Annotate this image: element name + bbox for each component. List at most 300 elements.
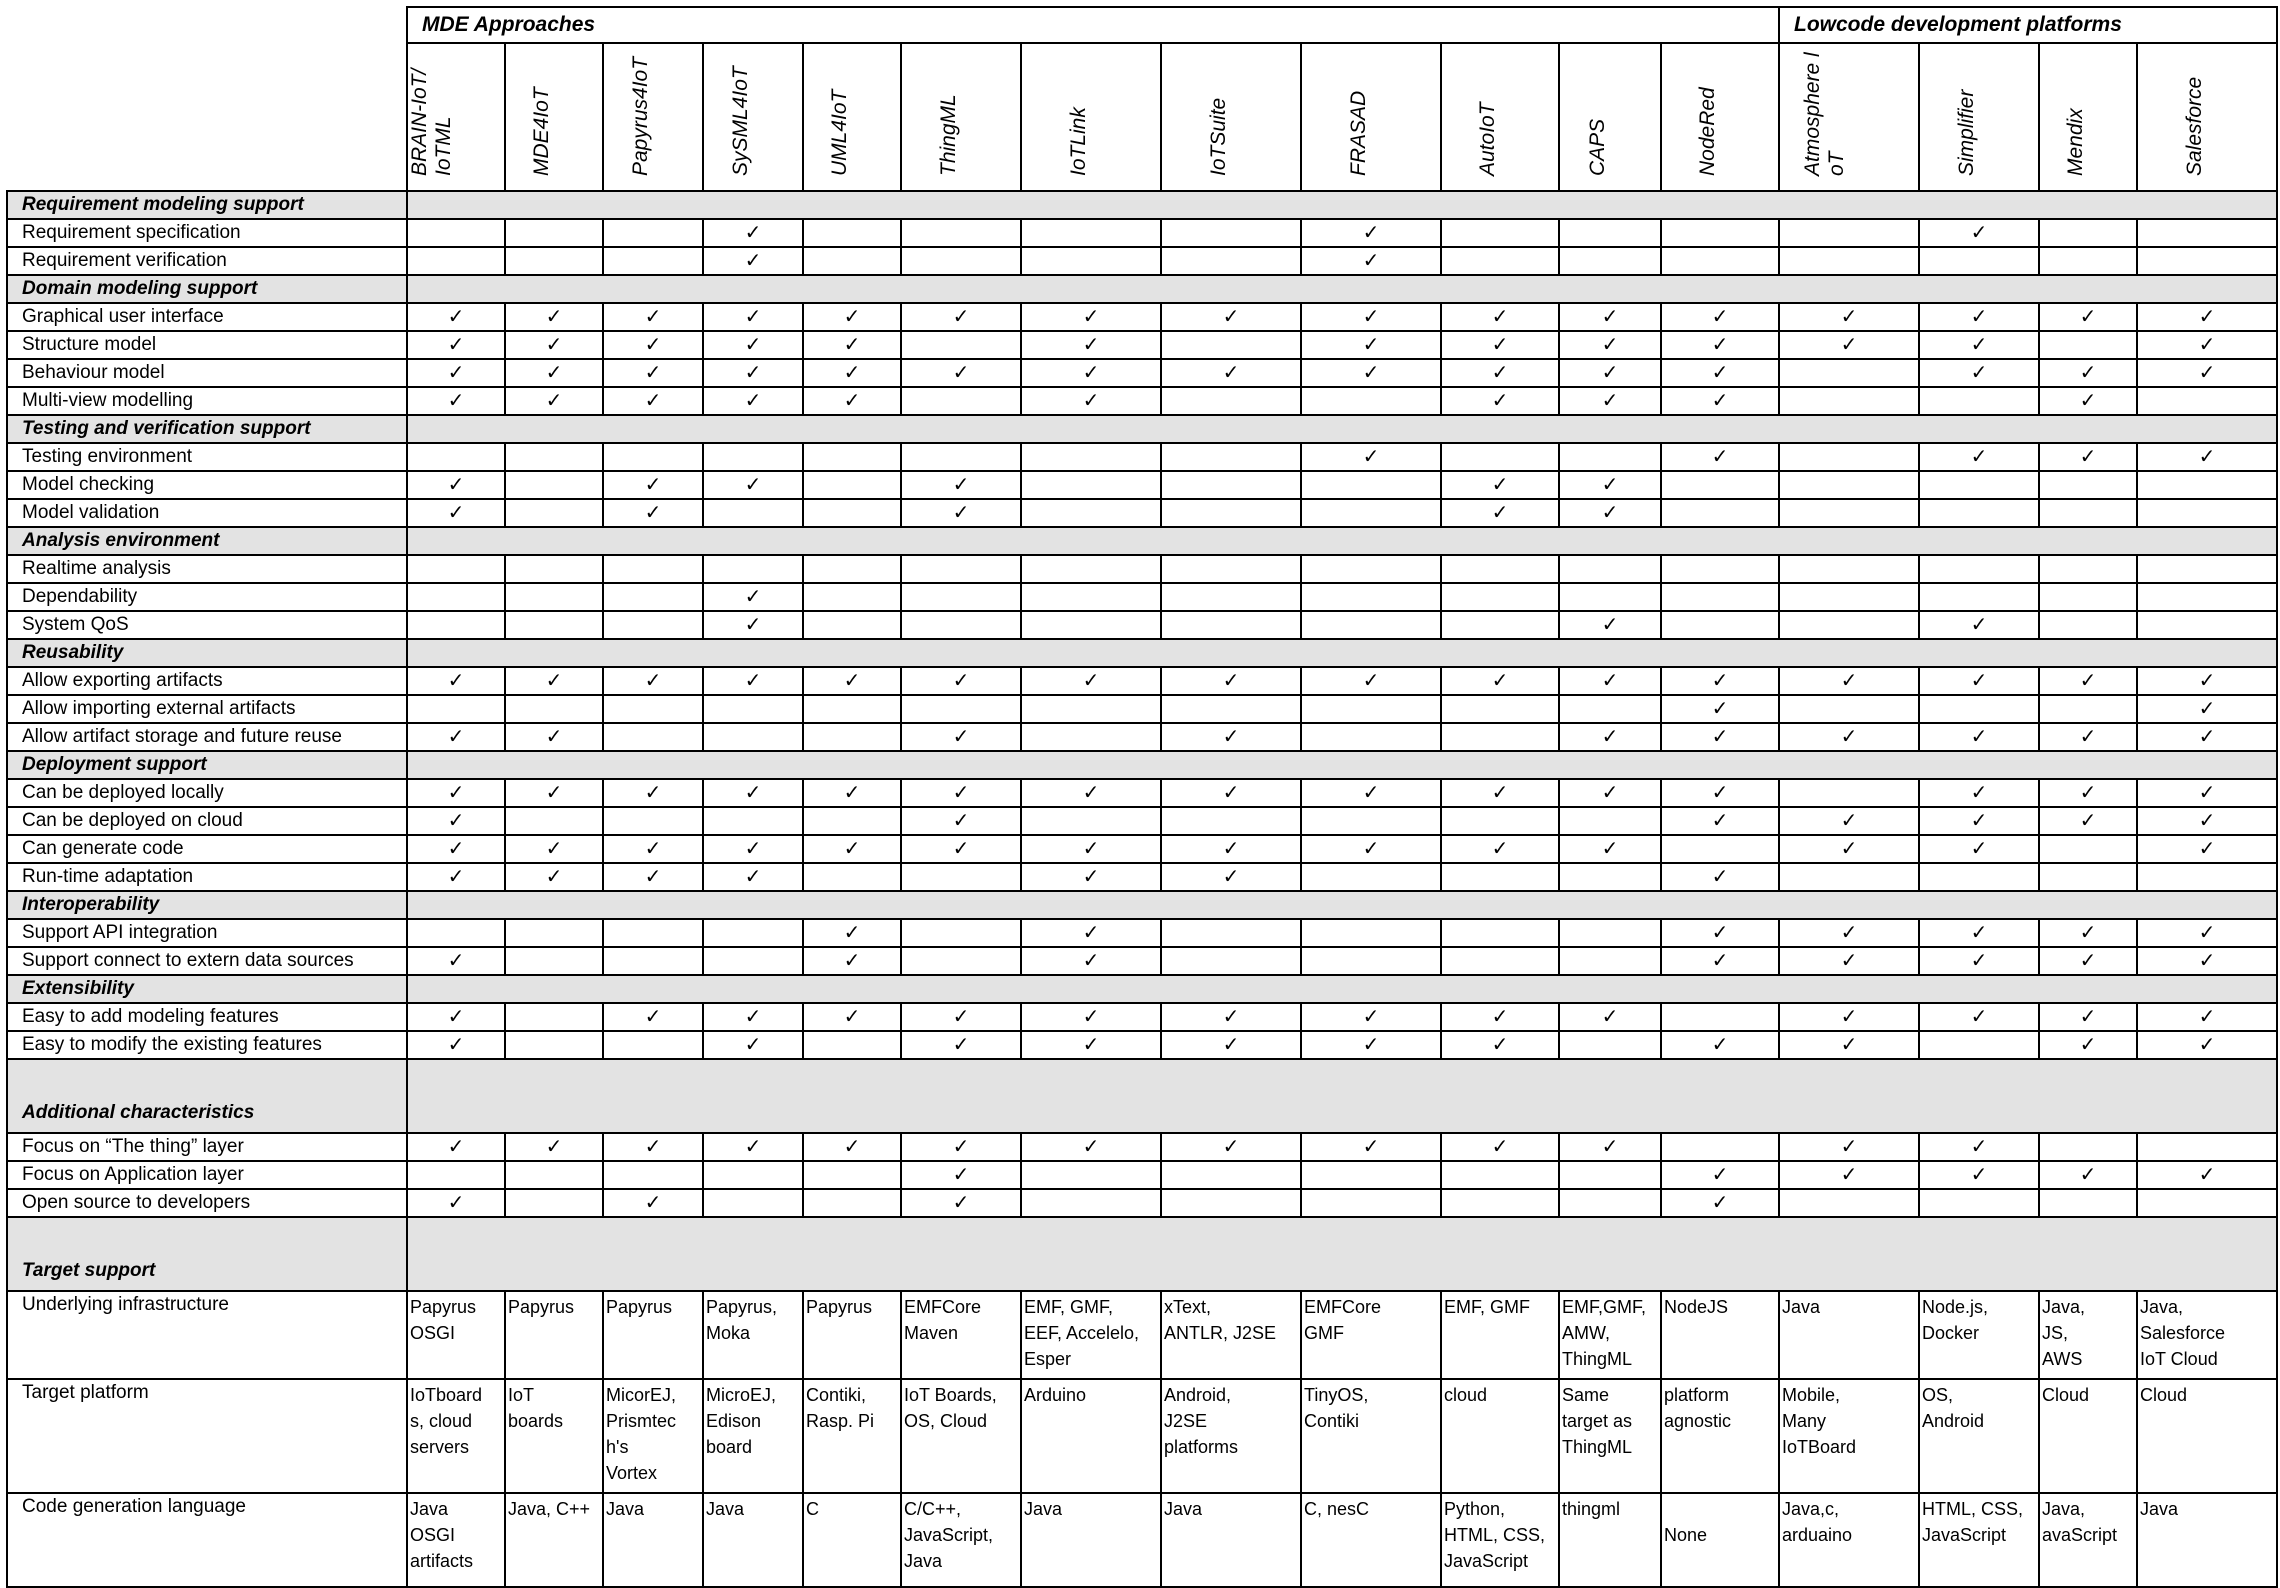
table-row bbox=[7, 443, 2277, 471]
empty-cell bbox=[1301, 807, 1441, 835]
checkmark-icon: ✓ bbox=[1362, 838, 1380, 860]
checkmark-cell bbox=[2137, 779, 2277, 807]
empty-cell bbox=[1021, 1161, 1161, 1189]
row-label: Requirement verification bbox=[7, 247, 407, 275]
column-header bbox=[901, 43, 1021, 191]
checkmark-icon: ✓ bbox=[2079, 782, 2097, 804]
checkmark-icon: ✓ bbox=[1970, 838, 1988, 860]
checkmark-icon: ✓ bbox=[2198, 922, 2216, 944]
checkmark-icon: ✓ bbox=[1840, 670, 1858, 692]
target-cell: C bbox=[803, 1493, 901, 1587]
checkmark-cell bbox=[1779, 331, 1919, 359]
checkmark-icon: ✓ bbox=[1970, 670, 1988, 692]
table-row bbox=[7, 667, 2277, 695]
section-title: Extensibility bbox=[7, 975, 407, 1003]
checkmark-cell bbox=[603, 359, 703, 387]
empty-cell bbox=[901, 919, 1021, 947]
empty-cell bbox=[1779, 611, 1919, 639]
checkmark-cell bbox=[1441, 387, 1559, 415]
checkmark-icon: ✓ bbox=[1491, 1006, 1509, 1028]
table-row bbox=[7, 947, 2277, 975]
checkmark-icon: ✓ bbox=[952, 306, 970, 328]
checkmark-icon: ✓ bbox=[1222, 306, 1240, 328]
checkmark-cell bbox=[603, 667, 703, 695]
checkmark-cell bbox=[1559, 387, 1661, 415]
table-row bbox=[7, 359, 2277, 387]
column-header-label: Atmosphere l oT bbox=[1801, 52, 1848, 176]
checkmark-icon: ✓ bbox=[644, 782, 662, 804]
checkmark-icon: ✓ bbox=[545, 670, 563, 692]
checkmark-cell bbox=[2039, 1031, 2137, 1059]
checkmark-cell bbox=[603, 387, 703, 415]
section-fill bbox=[407, 891, 2277, 919]
table-row bbox=[7, 807, 2277, 835]
column-header bbox=[407, 43, 505, 191]
target-cell: Java bbox=[2137, 1493, 2277, 1587]
empty-cell bbox=[1161, 219, 1301, 247]
checkmark-icon: ✓ bbox=[1362, 670, 1380, 692]
table-row bbox=[7, 219, 2277, 247]
target-cell: Mobile, Many IoTBoard bbox=[1779, 1379, 1919, 1493]
checkmark-icon: ✓ bbox=[2198, 334, 2216, 356]
table-row bbox=[7, 583, 2277, 611]
empty-cell bbox=[1441, 695, 1559, 723]
checkmark-cell bbox=[1779, 919, 1919, 947]
section-title: Interoperability bbox=[7, 891, 407, 919]
checkmark-cell bbox=[2039, 303, 2137, 331]
table-row bbox=[7, 555, 2277, 583]
column-header-label: AutoIoT bbox=[1476, 102, 1499, 176]
checkmark-cell bbox=[1161, 723, 1301, 751]
empty-cell bbox=[703, 1189, 803, 1217]
column-header-label: Mendix bbox=[2064, 108, 2087, 176]
empty-cell bbox=[803, 1161, 901, 1189]
empty-cell bbox=[703, 807, 803, 835]
empty-cell bbox=[803, 807, 901, 835]
checkmark-cell bbox=[1021, 1031, 1161, 1059]
checkmark-icon: ✓ bbox=[545, 390, 563, 412]
checkmark-cell bbox=[1441, 779, 1559, 807]
empty-cell bbox=[1021, 611, 1161, 639]
target-cell: Node.js, Docker bbox=[1919, 1291, 2039, 1379]
target-cell: HTML, CSS, JavaScript bbox=[1919, 1493, 2039, 1587]
checkmark-cell bbox=[901, 1031, 1021, 1059]
empty-cell bbox=[1021, 807, 1161, 835]
empty-cell bbox=[407, 1161, 505, 1189]
checkmark-cell bbox=[2137, 807, 2277, 835]
checkmark-cell bbox=[407, 1003, 505, 1031]
checkmark-icon: ✓ bbox=[1082, 950, 1100, 972]
empty-cell bbox=[603, 695, 703, 723]
checkmark-cell bbox=[407, 359, 505, 387]
target-cell: EMF, GMF bbox=[1441, 1291, 1559, 1379]
checkmark-icon: ✓ bbox=[1970, 446, 1988, 468]
checkmark-cell bbox=[1161, 1133, 1301, 1161]
empty-cell bbox=[603, 919, 703, 947]
checkmark-icon: ✓ bbox=[644, 474, 662, 496]
checkmark-cell bbox=[2137, 443, 2277, 471]
checkmark-icon: ✓ bbox=[644, 838, 662, 860]
empty-cell bbox=[1161, 555, 1301, 583]
empty-cell bbox=[803, 723, 901, 751]
empty-cell bbox=[1559, 555, 1661, 583]
checkmark-cell bbox=[1661, 331, 1779, 359]
checkmark-icon: ✓ bbox=[1362, 250, 1380, 272]
checkmark-cell bbox=[901, 723, 1021, 751]
checkmark-icon: ✓ bbox=[2198, 726, 2216, 748]
empty-cell bbox=[703, 947, 803, 975]
checkmark-icon: ✓ bbox=[1362, 1006, 1380, 1028]
checkmark-cell bbox=[1661, 919, 1779, 947]
target-cell: Arduino bbox=[1021, 1379, 1161, 1493]
section-fill bbox=[407, 1059, 2277, 1133]
empty-cell bbox=[1559, 947, 1661, 975]
checkmark-icon: ✓ bbox=[744, 782, 762, 804]
checkmark-cell bbox=[2039, 359, 2137, 387]
empty-cell bbox=[1559, 443, 1661, 471]
checkmark-icon: ✓ bbox=[447, 502, 465, 524]
empty-cell bbox=[1559, 583, 1661, 611]
empty-cell bbox=[603, 583, 703, 611]
checkmark-icon: ✓ bbox=[1222, 670, 1240, 692]
target-cell: Java, C++ bbox=[505, 1493, 603, 1587]
row-label: Target platform bbox=[7, 1379, 407, 1493]
target-cell: xText, ANTLR, J2SE bbox=[1161, 1291, 1301, 1379]
checkmark-cell bbox=[407, 499, 505, 527]
checkmark-icon: ✓ bbox=[1840, 838, 1858, 860]
checkmark-cell bbox=[1441, 499, 1559, 527]
checkmark-icon: ✓ bbox=[1491, 670, 1509, 692]
column-header bbox=[1301, 43, 1441, 191]
checkmark-cell bbox=[703, 471, 803, 499]
table-row bbox=[7, 1161, 2277, 1189]
checkmark-cell bbox=[2039, 667, 2137, 695]
table-row bbox=[7, 779, 2277, 807]
checkmark-icon: ✓ bbox=[1601, 614, 1619, 636]
row-label: Behaviour model bbox=[7, 359, 407, 387]
section-fill bbox=[407, 751, 2277, 779]
empty-cell bbox=[1021, 499, 1161, 527]
checkmark-icon: ✓ bbox=[1601, 1006, 1619, 1028]
empty-cell bbox=[803, 1031, 901, 1059]
checkmark-icon: ✓ bbox=[1601, 362, 1619, 384]
column-header bbox=[2039, 43, 2137, 191]
target-cell: EMFCore GMF bbox=[1301, 1291, 1441, 1379]
checkmark-cell bbox=[1021, 359, 1161, 387]
checkmark-icon: ✓ bbox=[644, 1006, 662, 1028]
checkmark-icon: ✓ bbox=[447, 950, 465, 972]
empty-cell bbox=[603, 947, 703, 975]
empty-cell bbox=[1441, 583, 1559, 611]
section-title: Testing and verification support bbox=[7, 415, 407, 443]
checkmark-cell bbox=[1559, 303, 1661, 331]
checkmark-cell bbox=[803, 1003, 901, 1031]
checkmark-icon: ✓ bbox=[952, 1006, 970, 1028]
checkmark-icon: ✓ bbox=[644, 1136, 662, 1158]
row-label: Allow importing external artifacts bbox=[7, 695, 407, 723]
empty-cell bbox=[1779, 1189, 1919, 1217]
empty-cell bbox=[1441, 1189, 1559, 1217]
checkmark-cell bbox=[1441, 1133, 1559, 1161]
checkmark-icon: ✓ bbox=[447, 782, 465, 804]
empty-cell bbox=[1441, 555, 1559, 583]
checkmark-cell bbox=[703, 331, 803, 359]
row-label: Support API integration bbox=[7, 919, 407, 947]
checkmark-icon: ✓ bbox=[447, 306, 465, 328]
checkmark-icon: ✓ bbox=[1082, 362, 1100, 384]
checkmark-cell bbox=[1919, 331, 2039, 359]
column-header bbox=[1559, 43, 1661, 191]
target-cell: Java, Salesforce IoT Cloud bbox=[2137, 1291, 2277, 1379]
checkmark-cell bbox=[1161, 1031, 1301, 1059]
checkmark-icon: ✓ bbox=[644, 670, 662, 692]
empty-cell bbox=[803, 1189, 901, 1217]
checkmark-icon: ✓ bbox=[1711, 950, 1729, 972]
checkmark-cell bbox=[1661, 359, 1779, 387]
empty-cell bbox=[1441, 947, 1559, 975]
checkmark-cell bbox=[901, 471, 1021, 499]
empty-cell bbox=[901, 555, 1021, 583]
checkmark-icon: ✓ bbox=[1601, 306, 1619, 328]
checkmark-icon: ✓ bbox=[1601, 334, 1619, 356]
checkmark-cell bbox=[505, 863, 603, 891]
section-header-row bbox=[7, 975, 2277, 1003]
empty-cell bbox=[901, 443, 1021, 471]
checkmark-cell bbox=[1661, 1161, 1779, 1189]
empty-cell bbox=[2039, 247, 2137, 275]
checkmark-icon: ✓ bbox=[1222, 726, 1240, 748]
target-cell: Same target as ThingML bbox=[1559, 1379, 1661, 1493]
checkmark-icon: ✓ bbox=[1970, 1164, 1988, 1186]
empty-cell bbox=[1559, 1189, 1661, 1217]
empty-cell bbox=[1021, 219, 1161, 247]
empty-cell bbox=[1161, 583, 1301, 611]
checkmark-icon: ✓ bbox=[1711, 306, 1729, 328]
checkmark-icon: ✓ bbox=[843, 838, 861, 860]
empty-cell bbox=[1779, 443, 1919, 471]
checkmark-icon: ✓ bbox=[447, 866, 465, 888]
section-header-row bbox=[7, 415, 2277, 443]
checkmark-icon: ✓ bbox=[1711, 1164, 1729, 1186]
row-label: Open source to developers bbox=[7, 1189, 407, 1217]
checkmark-cell bbox=[1021, 947, 1161, 975]
row-label: Code generation language bbox=[7, 1493, 407, 1587]
checkmark-icon: ✓ bbox=[1082, 838, 1100, 860]
empty-cell bbox=[1441, 247, 1559, 275]
checkmark-cell bbox=[603, 1003, 703, 1031]
checkmark-cell bbox=[901, 303, 1021, 331]
empty-cell bbox=[1161, 919, 1301, 947]
checkmark-cell bbox=[2137, 919, 2277, 947]
empty-cell bbox=[1161, 1189, 1301, 1217]
group-header: MDE Approaches bbox=[407, 7, 1779, 43]
checkmark-cell bbox=[603, 863, 703, 891]
checkmark-icon: ✓ bbox=[744, 670, 762, 692]
table-row bbox=[7, 247, 2277, 275]
target-cell: IoT Boards, OS, Cloud bbox=[901, 1379, 1021, 1493]
row-label: Allow artifact storage and future reuse bbox=[7, 723, 407, 751]
checkmark-cell bbox=[803, 667, 901, 695]
checkmark-icon: ✓ bbox=[2198, 1164, 2216, 1186]
checkmark-icon: ✓ bbox=[2079, 390, 2097, 412]
checkmark-cell bbox=[407, 667, 505, 695]
checkmark-cell bbox=[1441, 303, 1559, 331]
empty-cell bbox=[1441, 863, 1559, 891]
empty-cell bbox=[2137, 387, 2277, 415]
checkmark-icon: ✓ bbox=[1840, 1034, 1858, 1056]
empty-cell bbox=[505, 807, 603, 835]
empty-cell bbox=[1661, 835, 1779, 863]
column-header bbox=[1779, 43, 1919, 191]
checkmark-cell bbox=[901, 779, 1021, 807]
checkmark-icon: ✓ bbox=[1362, 1136, 1380, 1158]
checkmark-cell bbox=[1021, 919, 1161, 947]
checkmark-icon: ✓ bbox=[1711, 1192, 1729, 1214]
checkmark-icon: ✓ bbox=[1601, 1136, 1619, 1158]
target-cell: None bbox=[1661, 1493, 1779, 1587]
checkmark-icon: ✓ bbox=[952, 502, 970, 524]
checkmark-icon: ✓ bbox=[1491, 1136, 1509, 1158]
checkmark-cell bbox=[1021, 331, 1161, 359]
target-cell: Contiki, Rasp. Pi bbox=[803, 1379, 901, 1493]
empty-cell bbox=[505, 1161, 603, 1189]
checkmark-icon: ✓ bbox=[1222, 782, 1240, 804]
checkmark-cell bbox=[603, 331, 703, 359]
empty-cell bbox=[505, 583, 603, 611]
checkmark-cell bbox=[505, 779, 603, 807]
table-row bbox=[7, 499, 2277, 527]
checkmark-icon: ✓ bbox=[1840, 1136, 1858, 1158]
section-title: Analysis environment bbox=[7, 527, 407, 555]
checkmark-cell bbox=[2137, 835, 2277, 863]
target-row bbox=[7, 1291, 2277, 1379]
column-header bbox=[505, 43, 603, 191]
empty-cell bbox=[505, 1031, 603, 1059]
empty-cell bbox=[1559, 919, 1661, 947]
target-cell: C/C++, JavaScript, Java bbox=[901, 1493, 1021, 1587]
column-header bbox=[703, 43, 803, 191]
checkmark-icon: ✓ bbox=[644, 502, 662, 524]
checkmark-cell bbox=[1161, 863, 1301, 891]
empty-cell bbox=[2137, 611, 2277, 639]
column-header-label: UML4IoT bbox=[828, 89, 851, 176]
empty-cell bbox=[1559, 219, 1661, 247]
target-cell: OS, Android bbox=[1919, 1379, 2039, 1493]
checkmark-icon: ✓ bbox=[644, 362, 662, 384]
checkmark-icon: ✓ bbox=[2198, 670, 2216, 692]
checkmark-icon: ✓ bbox=[1970, 334, 1988, 356]
checkmark-cell bbox=[2039, 947, 2137, 975]
checkmark-cell bbox=[505, 303, 603, 331]
checkmark-icon: ✓ bbox=[952, 670, 970, 692]
empty-cell bbox=[505, 611, 603, 639]
column-header bbox=[1161, 43, 1301, 191]
checkmark-cell bbox=[505, 387, 603, 415]
checkmark-icon: ✓ bbox=[843, 922, 861, 944]
empty-cell bbox=[1559, 247, 1661, 275]
target-cell: EMF,GMF, AMW, ThingML bbox=[1559, 1291, 1661, 1379]
checkmark-cell bbox=[1779, 1003, 1919, 1031]
checkmark-icon: ✓ bbox=[1491, 306, 1509, 328]
checkmark-icon: ✓ bbox=[447, 670, 465, 692]
empty-cell bbox=[1161, 695, 1301, 723]
empty-cell bbox=[1661, 219, 1779, 247]
checkmark-icon: ✓ bbox=[1970, 222, 1988, 244]
section-header-row bbox=[7, 751, 2277, 779]
empty-cell bbox=[1021, 443, 1161, 471]
checkmark-icon: ✓ bbox=[1362, 306, 1380, 328]
checkmark-icon: ✓ bbox=[447, 362, 465, 384]
checkmark-icon: ✓ bbox=[952, 1136, 970, 1158]
checkmark-icon: ✓ bbox=[1840, 306, 1858, 328]
empty-cell bbox=[1559, 1031, 1661, 1059]
checkmark-icon: ✓ bbox=[1711, 1034, 1729, 1056]
checkmark-cell bbox=[603, 1189, 703, 1217]
checkmark-cell bbox=[1161, 667, 1301, 695]
checkmark-cell bbox=[703, 1031, 803, 1059]
checkmark-icon: ✓ bbox=[1840, 810, 1858, 832]
empty-cell bbox=[1301, 1161, 1441, 1189]
row-label: Dependability bbox=[7, 583, 407, 611]
checkmark-cell bbox=[1919, 779, 2039, 807]
table-row bbox=[7, 919, 2277, 947]
checkmark-icon: ✓ bbox=[1082, 1006, 1100, 1028]
empty-cell bbox=[1779, 247, 1919, 275]
checkmark-icon: ✓ bbox=[1362, 334, 1380, 356]
target-cell: MicroEJ, Edison board bbox=[703, 1379, 803, 1493]
row-label: Requirement specification bbox=[7, 219, 407, 247]
section-fill bbox=[407, 639, 2277, 667]
checkmark-icon: ✓ bbox=[1711, 922, 1729, 944]
checkmark-cell bbox=[2039, 723, 2137, 751]
target-cell: Java bbox=[1021, 1493, 1161, 1587]
row-label: Can be deployed locally bbox=[7, 779, 407, 807]
empty-cell bbox=[1301, 695, 1441, 723]
empty-cell bbox=[1661, 583, 1779, 611]
empty-cell bbox=[603, 247, 703, 275]
checkmark-cell bbox=[1779, 835, 1919, 863]
checkmark-icon: ✓ bbox=[952, 810, 970, 832]
empty-cell bbox=[1779, 387, 1919, 415]
checkmark-icon: ✓ bbox=[447, 810, 465, 832]
checkmark-icon: ✓ bbox=[1362, 1034, 1380, 1056]
checkmark-cell bbox=[1779, 1133, 1919, 1161]
target-cell: EMF, GMF, EEF, Accelelo, Esper bbox=[1021, 1291, 1161, 1379]
empty-cell bbox=[1559, 1161, 1661, 1189]
checkmark-icon: ✓ bbox=[1711, 810, 1729, 832]
checkmark-icon: ✓ bbox=[1222, 1006, 1240, 1028]
empty-cell bbox=[1661, 499, 1779, 527]
empty-cell bbox=[2137, 471, 2277, 499]
checkmark-icon: ✓ bbox=[1082, 922, 1100, 944]
checkmark-icon: ✓ bbox=[1082, 866, 1100, 888]
checkmark-cell bbox=[1661, 387, 1779, 415]
checkmark-icon: ✓ bbox=[1491, 838, 1509, 860]
checkmark-cell bbox=[1301, 835, 1441, 863]
checkmark-icon: ✓ bbox=[447, 1006, 465, 1028]
checkmark-cell bbox=[1021, 303, 1161, 331]
empty-cell bbox=[505, 1189, 603, 1217]
column-header bbox=[1441, 43, 1559, 191]
checkmark-cell bbox=[1559, 1133, 1661, 1161]
table-row bbox=[7, 387, 2277, 415]
checkmark-icon: ✓ bbox=[843, 306, 861, 328]
group-header-row bbox=[7, 7, 2277, 43]
checkmark-icon: ✓ bbox=[1082, 782, 1100, 804]
checkmark-cell bbox=[407, 863, 505, 891]
checkmark-cell bbox=[2137, 359, 2277, 387]
checkmark-icon: ✓ bbox=[1082, 390, 1100, 412]
